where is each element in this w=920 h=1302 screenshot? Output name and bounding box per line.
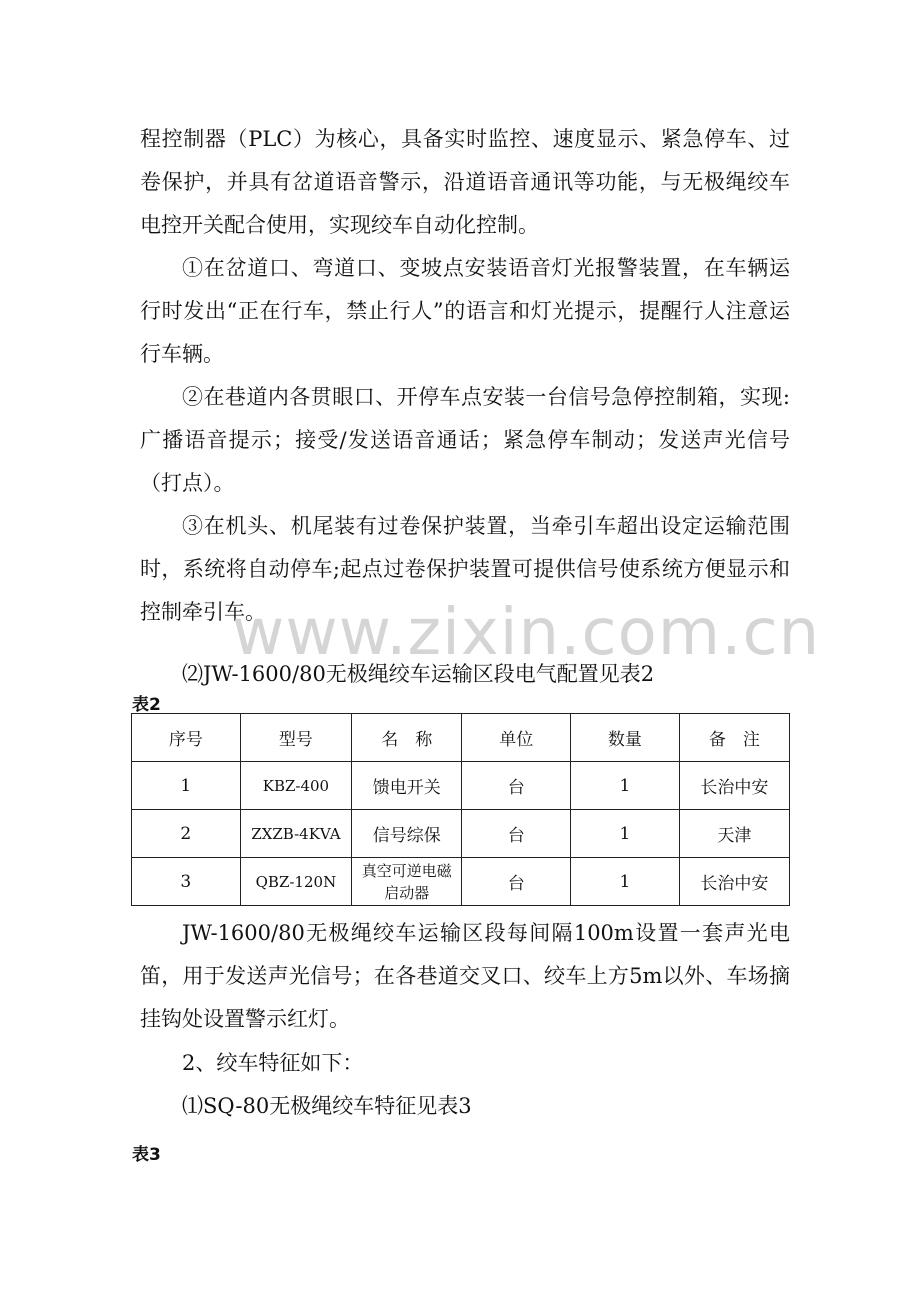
header-cell: 单位 bbox=[462, 714, 571, 762]
paragraph-signal-box: ②在巷道内各贯眼口、开停车点安装一台信号急停控制箱，实现:广播语音提示；接受/发送语音通话；紧急停车制动；发送声光信号（打点）。 bbox=[140, 385, 790, 495]
paragraph-horn-lights: JW-1600/80无极绳绞车运输区段每间隔100m设置一套声光电笛，用于发送声光信号；在各巷道交叉口、绞车上方5m以外、车场摘挂钩处设置警示红灯。 bbox=[140, 921, 790, 1031]
table-row bbox=[132, 810, 790, 858]
header-cell: 备 注 bbox=[679, 714, 789, 762]
table3-label: 表3 bbox=[132, 1145, 161, 1165]
paragraph-plc-control: 程控制器（PLC）为核心，具备实时监控、速度显示、紧急停车、过卷保护，并具有岔道语音警示，沿道语音通讯等功能，与无极绳绞车电控开关配合使用，实现绞车自动化控制。 bbox=[140, 127, 790, 237]
paragraph-table3-intro: ⑴SQ-80无极绳绞车特征见表3 bbox=[182, 1094, 472, 1118]
table-cell: 1 bbox=[571, 810, 680, 858]
header-cell: 名 称 bbox=[352, 714, 462, 762]
paragraph-overwind-protection: ③在机头、机尾装有过卷保护装置，当牵引车超出设定运输范围时，系统将自动停车;起点过卷保护装置可提供信号使系统方便显示和控制牵引车。 bbox=[140, 514, 790, 624]
header-cell: 序号 bbox=[132, 714, 241, 762]
table-cell: 馈电开关 bbox=[352, 762, 462, 810]
table-cell: 1 bbox=[132, 762, 241, 810]
table-header-row bbox=[132, 714, 790, 762]
header-cell: 数量 bbox=[571, 714, 680, 762]
table-cell: 台 bbox=[462, 858, 571, 906]
paragraph-winch-features: 2、绞车特征如下： bbox=[182, 1051, 364, 1075]
table-cell: 天津 bbox=[679, 810, 789, 858]
table-cell: 2 bbox=[132, 810, 241, 858]
table-cell: 真空可逆电磁启动器 bbox=[352, 858, 462, 906]
paragraph-table2-intro: ⑵JW-1600/80无极绳绞车运输区段电气配置见表2 bbox=[182, 662, 655, 686]
table-cell: KBZ-400 bbox=[240, 762, 352, 810]
table-cell: 信号综保 bbox=[352, 810, 462, 858]
table-row bbox=[132, 762, 790, 810]
header-cell: 型号 bbox=[240, 714, 352, 762]
table-cell: 1 bbox=[571, 762, 680, 810]
table-row bbox=[132, 858, 790, 906]
electrical-config-table bbox=[131, 713, 790, 906]
table-cell: 1 bbox=[571, 858, 680, 906]
table-cell: 3 bbox=[132, 858, 241, 906]
table-cell: QBZ-120N bbox=[240, 858, 352, 906]
table-cell: 长治中安 bbox=[679, 762, 789, 810]
watermark: www.zixin.com.cn bbox=[232, 596, 821, 670]
paragraph-alarm-device: ①在岔道口、弯道口、变坡点安装语音灯光报警装置，在车辆运行时发出“正在行车，禁止行人”的语言和灯光提示，提醒行人注意运行车辆。 bbox=[140, 256, 790, 366]
table-cell: 长治中安 bbox=[679, 858, 789, 906]
table2-label: 表2 bbox=[132, 695, 161, 715]
table-cell: ZXZB-4KVA bbox=[240, 810, 352, 858]
table-cell: 台 bbox=[462, 810, 571, 858]
table-cell: 台 bbox=[462, 762, 571, 810]
